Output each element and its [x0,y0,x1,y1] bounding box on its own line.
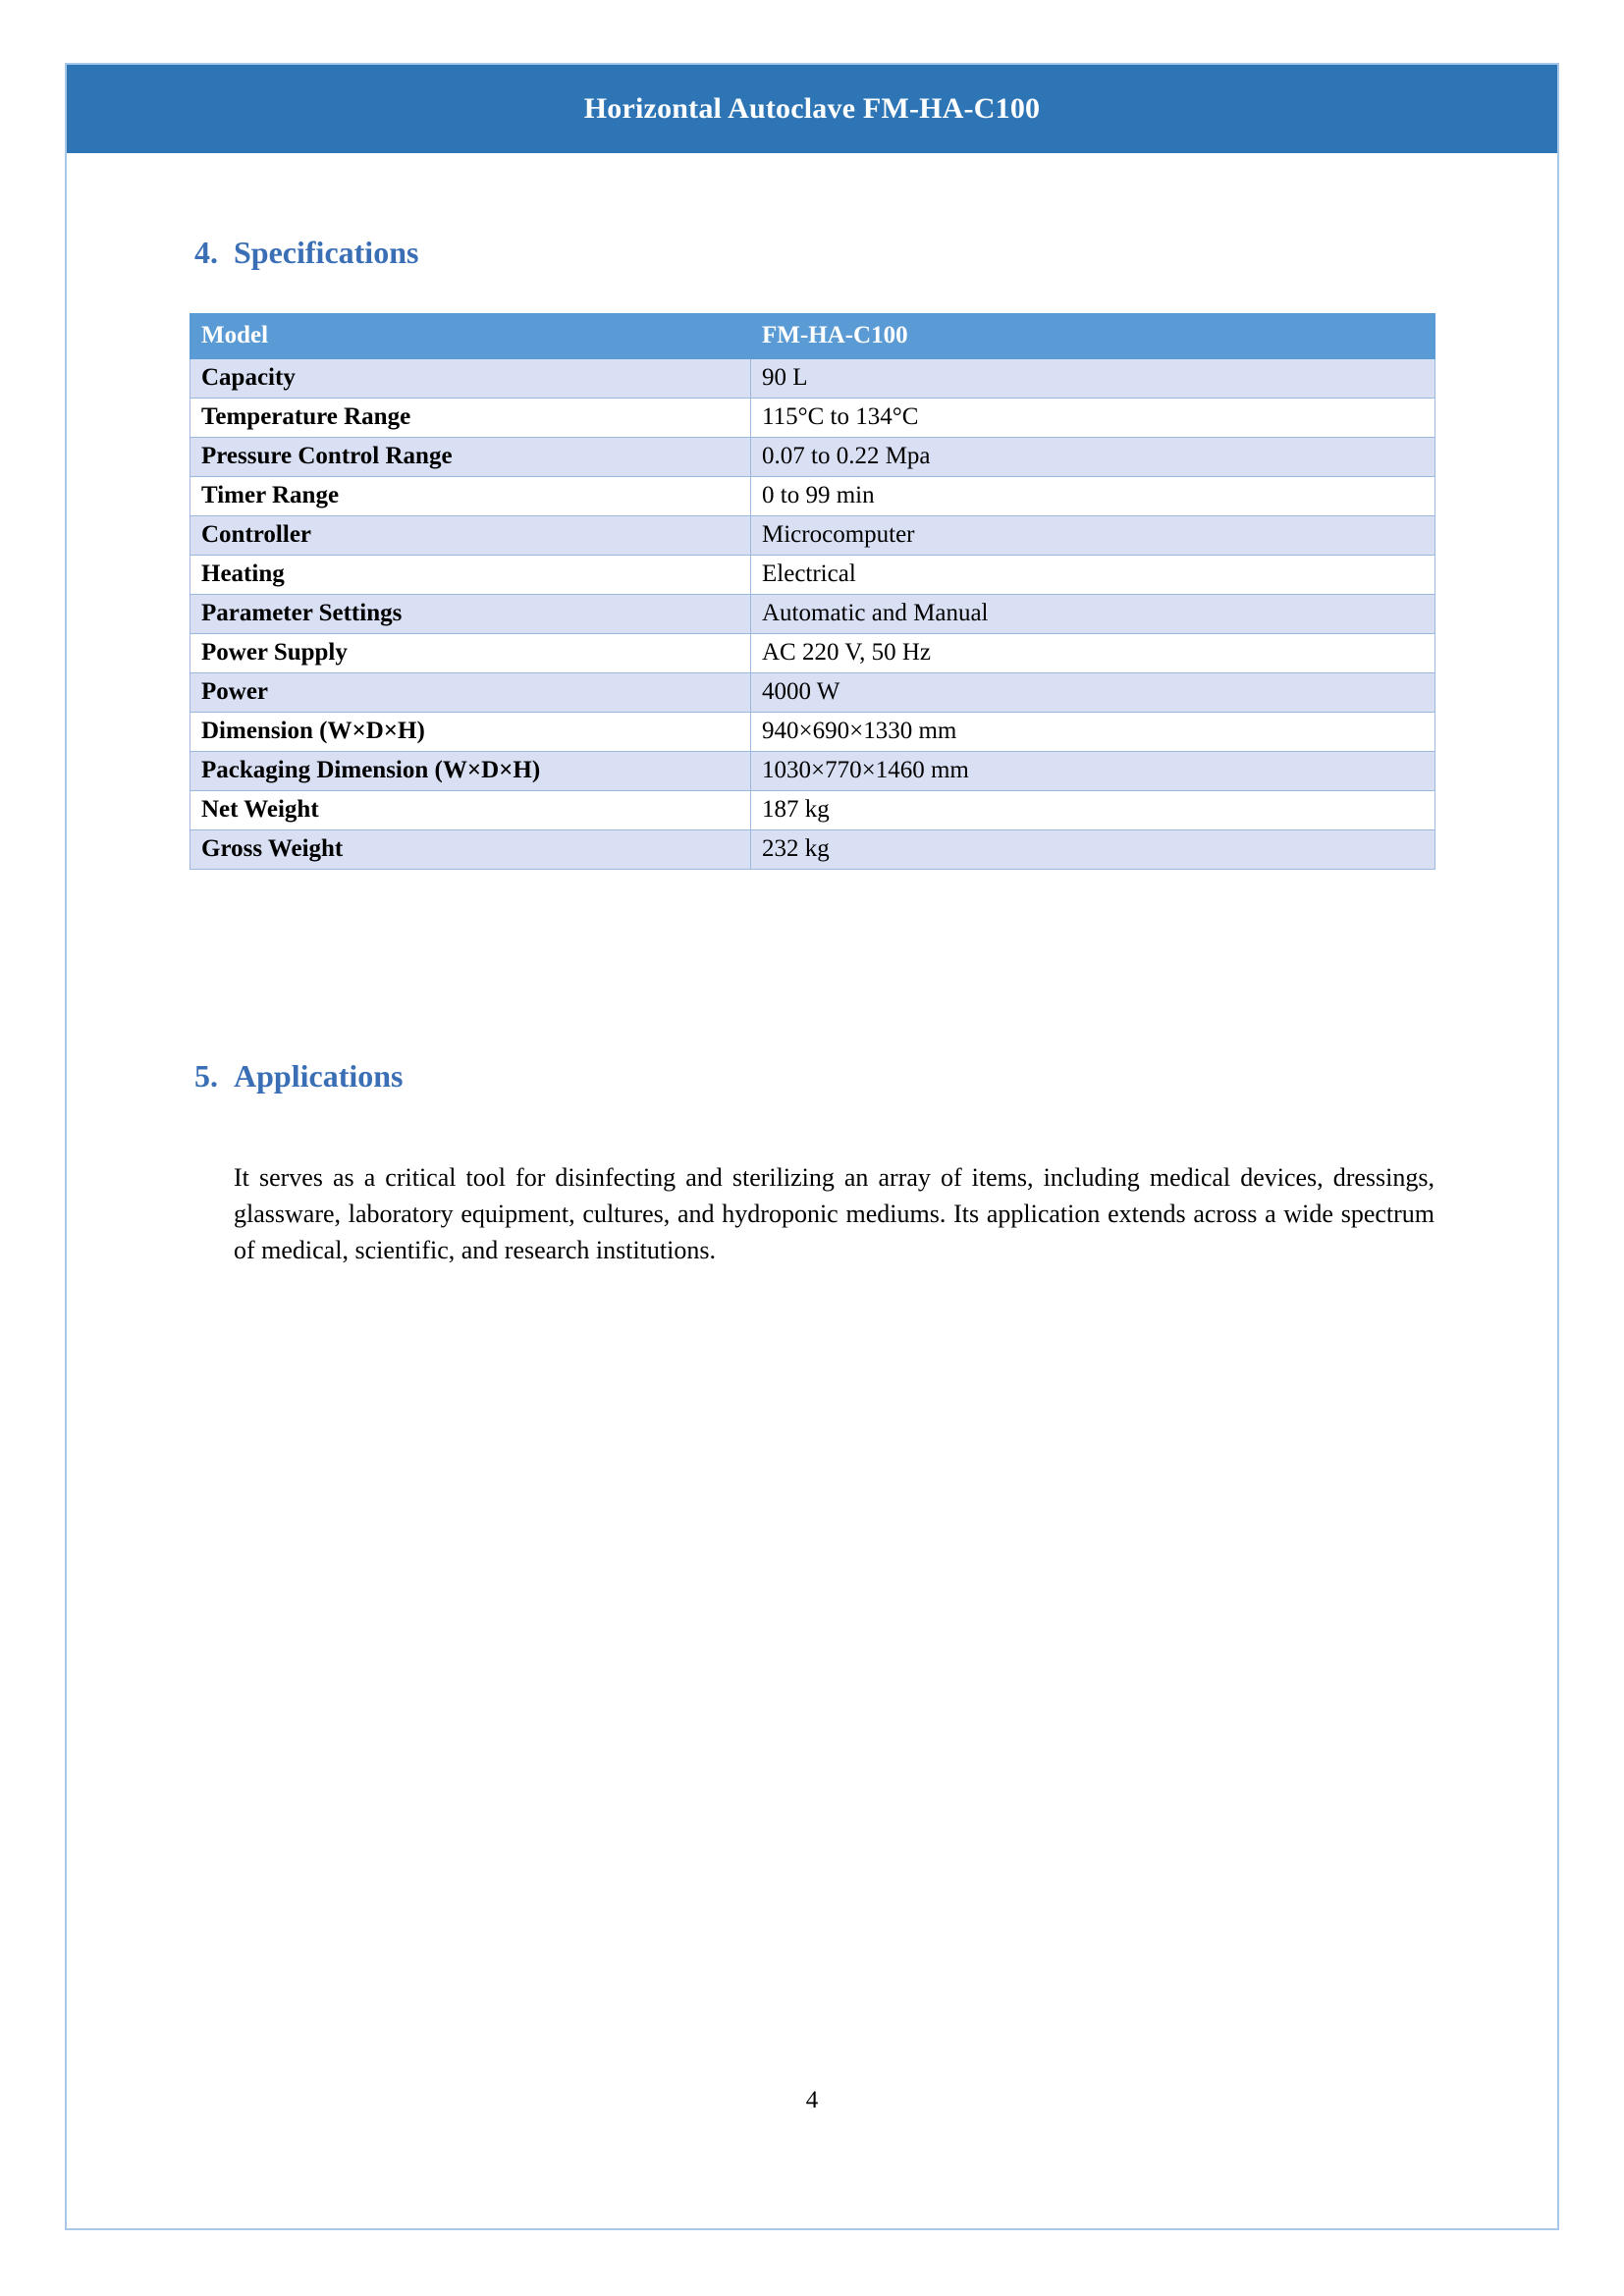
specifications-table [189,313,1435,870]
table-row [190,556,1435,595]
section-heading-applications [194,1058,403,1095]
table-row [190,477,1435,516]
spec-label: Pressure Control Range [190,438,751,477]
table-row [190,595,1435,634]
spec-value: AC 220 V, 50 Hz [751,634,1435,673]
table-row [190,634,1435,673]
section-title-specifications: Specifications [234,235,419,270]
spec-label: Capacity [190,359,751,399]
spec-value: Microcomputer [751,516,1435,556]
document-header-bar [67,65,1557,153]
document-title: Horizontal Autoclave FM-HA-C100 [583,92,1041,125]
applications-body-text: It serves as a critical tool for disinfecting and sterilizing an array of items, including medical devices, dressings, glassware, laboratory equipment, cultures, and hydroponic mediums. Its application extends across a wide spectrum of medical, scientific, and research institutions. [234,1163,1435,1264]
spec-label: Packaging Dimension (W×D×H) [190,752,751,791]
table-row [190,399,1435,438]
page-content [67,153,1557,2228]
spec-value: 115°C to 134°C [751,399,1435,438]
table-row [190,359,1435,399]
spec-value: Electrical [751,556,1435,595]
spec-value: 232 kg [751,830,1435,870]
table-row [190,516,1435,556]
section-number-specifications: 4. [194,235,218,270]
spec-value: 4000 W [751,673,1435,713]
spec-label: Gross Weight [190,830,751,870]
spec-label: Temperature Range [190,399,751,438]
page-number: 4 [805,2087,819,2113]
table-row [190,438,1435,477]
table-row [190,713,1435,752]
spec-value: 1030×770×1460 mm [751,752,1435,791]
table-header-cell-model: Model [190,314,751,359]
spec-label: Net Weight [190,791,751,830]
section-title-applications: Applications [234,1058,404,1094]
spec-value: 0 to 99 min [751,477,1435,516]
section-heading-specifications [194,235,418,271]
table-header-cell-model-value: FM-HA-C100 [751,314,1435,359]
spec-label: Controller [190,516,751,556]
spec-label: Dimension (W×D×H) [190,713,751,752]
spec-value: 90 L [751,359,1435,399]
spec-label: Parameter Settings [190,595,751,634]
spec-value: 940×690×1330 mm [751,713,1435,752]
table-row [190,673,1435,713]
table-row [190,791,1435,830]
spec-label: Timer Range [190,477,751,516]
table-header-row [190,314,1435,359]
spec-value: Automatic and Manual [751,595,1435,634]
table-row [190,830,1435,870]
spec-label: Heating [190,556,751,595]
spec-label: Power [190,673,751,713]
spec-value: 187 kg [751,791,1435,830]
spec-label: Power Supply [190,634,751,673]
spec-value: 0.07 to 0.22 Mpa [751,438,1435,477]
section-number-applications: 5. [194,1058,218,1094]
table-row [190,752,1435,791]
